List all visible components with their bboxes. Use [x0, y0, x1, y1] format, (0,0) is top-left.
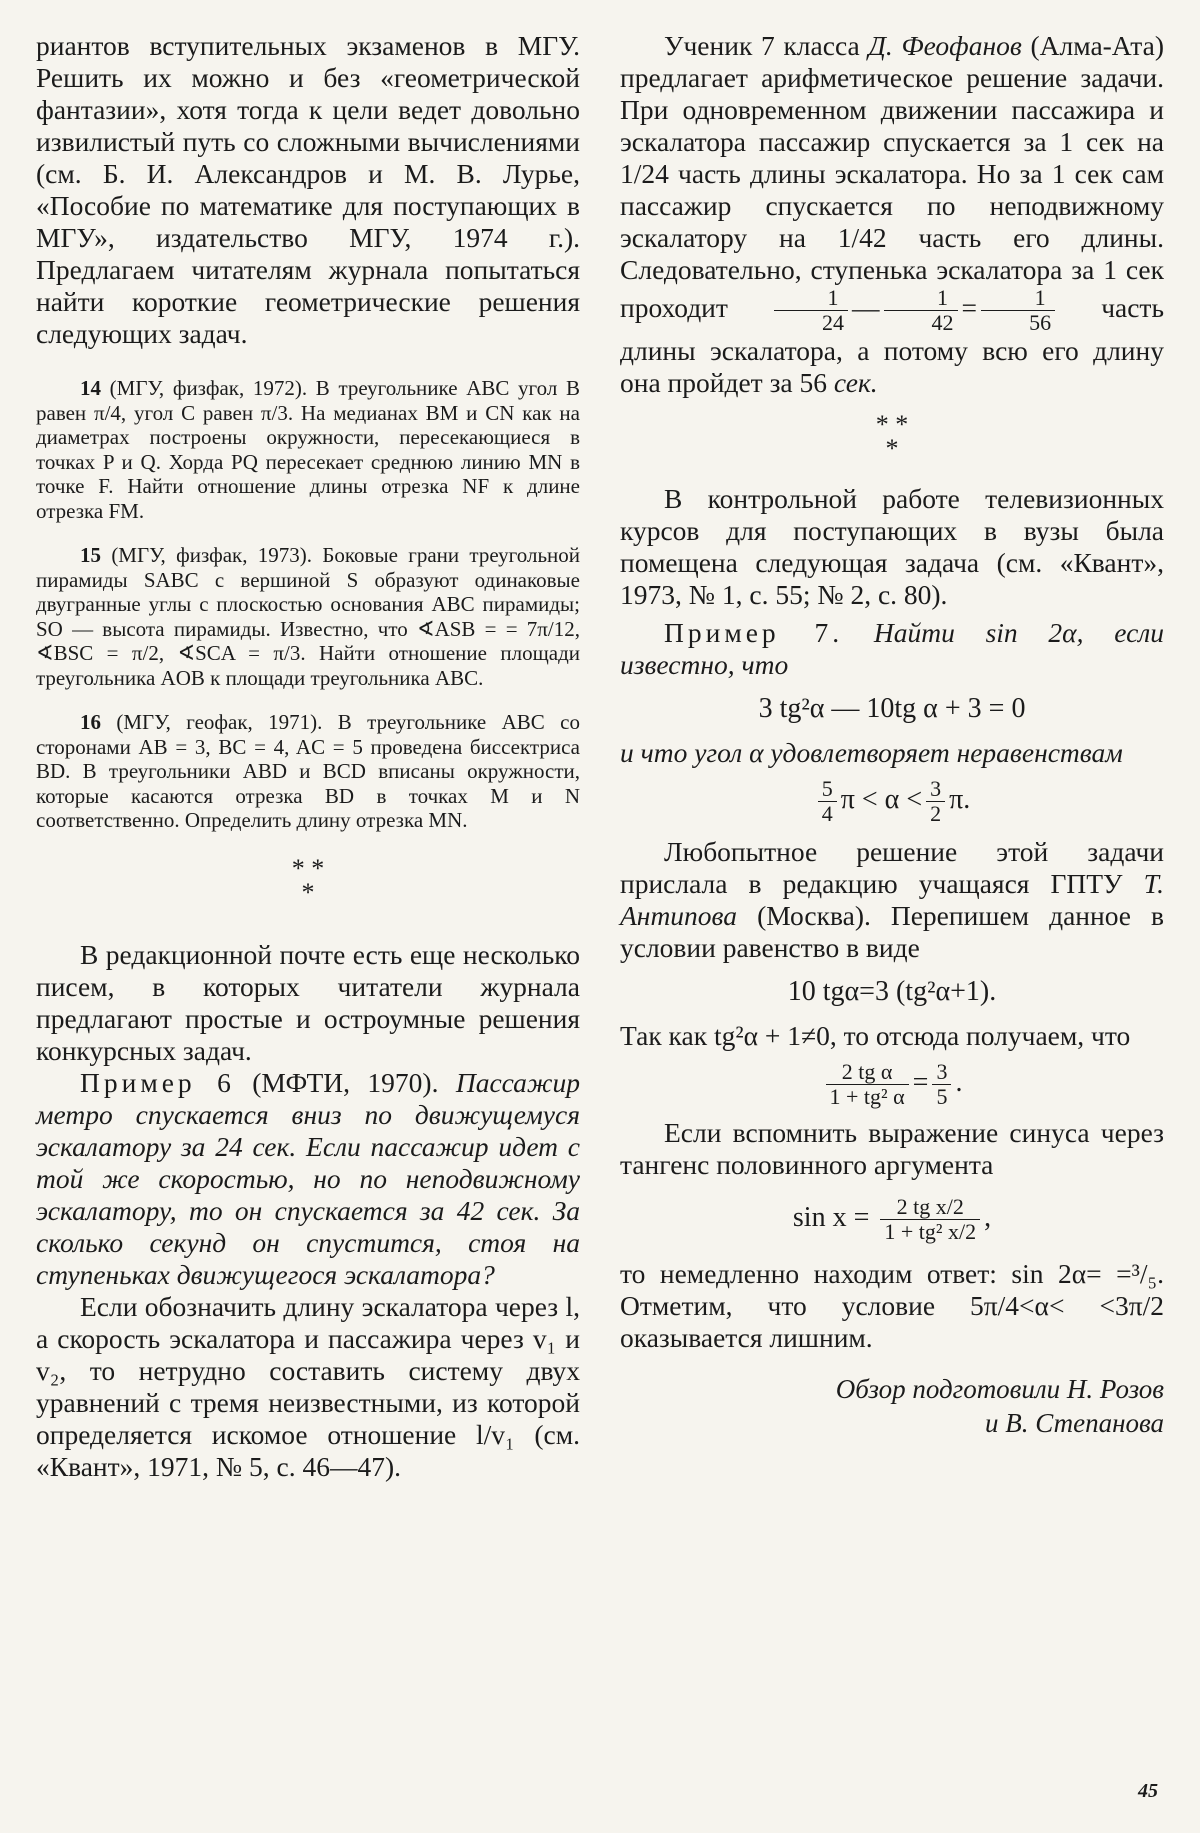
feofanov-name: Д. Феофанов — [868, 30, 1022, 61]
mail-paragraph: В редакционной почте есть еще несколько писем, в которых читатели журнала предлагают простые и остроумные решения конкурсных задач. — [36, 938, 580, 1066]
equation-rewritten: 10 tgα=3 (tg²α+1). — [787, 976, 997, 1007]
antipova-paragraph: Любопытное решение этой задачи прислала в редакцию учащаяся ГПТУ Т. Антипова (Москва). Перепишем данное в условии равенство в виде — [620, 836, 1165, 963]
section-divider-stars: * * * — [291, 853, 325, 907]
sine-half-angle-formula: sin x = $\frac{\text{2 tg x/2}}{\text{1 + tg² x/2}}$ , — [792, 1194, 992, 1244]
fraction-5-4: $\frac{5}{4}$ — [818, 777, 837, 826]
left-column — [36, 30, 580, 1483]
fraction-1-42: $\frac{1}{42}$ — [884, 286, 958, 335]
feofanov-tail: часть длины эскалатора, а потому всю его длину она пройдет за 56 — [620, 291, 1164, 398]
problem-16 — [36, 710, 580, 833]
since-paragraph: Так как tg²α + 1≠0, то отсюда получаем, что — [620, 1020, 1131, 1051]
example-7-task: Найти sin 2α, если известно, что — [620, 617, 1165, 680]
signature: Обзор подготовили Н. Розов и В. Степанова — [835, 1374, 1164, 1438]
problem-16-number: 16 — [80, 710, 101, 734]
equation-quadratic-tan: 3 tg²α — 10tg α + 3 = 0 — [758, 693, 1026, 724]
example-6-text: Пассажир метро спускается вниз по движущемуся эскалатору за 24 сек. Если пассажир идет с той же скоростью, но по неподвижному эскалатору, то он спускается за 42 сек. За сколько секунд он спустится, стоя на ступеньках движущегося эскалатора? — [36, 1066, 580, 1290]
intro-paragraph: риантов вступительных экзаменов в МГУ. Решить их можно и без «геометрической фантазии», хотя тогда к цели ведет довольно извилистый путь со сложными вычислениями (см. Б. И. Александров и М. В. Лурье, «Пособие по математике для поступающих в МГУ», издательство МГУ, 1974 г.). Предлагаем читателям журнала попытаться найти короткие геометрические решения следующих задач. — [36, 30, 580, 349]
page-number: 45 — [1138, 1780, 1158, 1802]
feofanov-paragraph: Ученик 7 класса Д. Феофанов (Алма-Ата) предлагает арифметическое решение задачи. При одновременном движении пассажира и эскалатора пассажир спускается за 1 сек на 1/24 часть длины эскалатора. Но за 1 сек сам пассажир спускается по неподвижному эскалатору на 1/42 часть его длины. Следовательно, ступенька эскалатора за 1 сек проходит $\frac{1}{24}$ — $\frac{1}{42}$ = $\frac{1}{56}$ часть длины эскалатора, а потому всю его длину она пройдет за 56 сек. — [620, 30, 1165, 398]
problem-14-text: (МГУ, физфак, 1972). В треугольнике ABC угол B равен π/4, угол C равен π/3. На медианах BM и CN как на диаметрах построены окружности, пересекающиеся в точках P и Q. Хорда PQ пересекает среднюю линию MN в точке F. Найти отношение длины отрезка NF к длине отрезка FM. — [36, 376, 581, 523]
problem-15 — [36, 543, 580, 690]
problem-15-text: (МГУ, физфак, 1973). Боковые грани треугольной пирамиды SABC с вершиной S образуют одинаковые двугранные углы с плоскостью основания ABC пирамиды; SO — высота пирамиды. Известно, что ∢ASB = = 7π/12, ∢BSC = π/2, ∢SCA = π/3. Найти отношение площади треугольника AOB к площади треугольника ABC. — [36, 543, 580, 690]
example-7-condition: и что угол α удовлетворяет неравенствам — [620, 737, 1123, 768]
inequality-middle: π < α < — [840, 783, 923, 815]
answer-paragraph: то немедленно находим ответ: sin 2α= =³/₅. Отметим, что условие 5π/4<α< <3π/2 оказывается лишним. — [620, 1258, 1164, 1353]
right-column — [620, 30, 1164, 1440]
feofanov-unit: сек. — [833, 367, 878, 398]
problem-14-number: 14 — [80, 376, 101, 400]
recall-paragraph: Если вспомнить выражение синуса через тангенс половинного аргумента — [620, 1117, 1164, 1180]
problem-15-number: 15 — [80, 543, 101, 567]
problem-14 — [36, 376, 580, 523]
antipova-name: Т. Антипова — [620, 868, 1165, 931]
section-divider-stars-2: * * * — [875, 410, 909, 463]
feofanov-body: (Алма-Ата) предлагает арифметическое решение задачи. При одновременном движении пассажира и эскалатора пассажир спускается за 1 сек на 1/24 часть длины эскалатора. Но за 1 сек сам пассажир спускается по неподвижному эскалатору на 1/42 часть его длины. Следовательно, ступенька эскалатора за 1 сек проходит — [620, 30, 1165, 323]
feofanov-lead: Ученик 7 класса — [664, 30, 860, 61]
example-7-label: Пример 7. — [664, 617, 844, 648]
problem-16-text: (МГУ, геофак, 1971). В треугольнике ABC со сторонами AB = 3, BC = 4, AC = 5 проведена биссектриса BD. В треугольники ABD и BCD вписаны окружности, которые касаются отрезка BD в точках M и N соответственно. Определить длину отрезка MN. — [36, 710, 580, 832]
example-7 — [620, 617, 1164, 681]
tv-course-paragraph: В контрольной работе телевизионных курсов для поступающих в вузы была помещена следующая задача (см. «Квант», 1973, № 1, с. 55; № 2, с. 80). — [620, 483, 1164, 610]
inequality — [620, 777, 1164, 826]
example-6-source: (МФТИ, 1970). — [252, 1066, 439, 1098]
example-6 — [36, 1067, 580, 1291]
fraction-3-2: $\frac{3}{2}$ — [926, 777, 945, 826]
fraction-1-56: $\frac{1}{56}$ — [981, 286, 1055, 335]
fraction-equation: $\frac{\text{2 tg α}}{\text{1 + tg² α}}$ = $\frac{3}{5}$ . — [620, 1060, 1164, 1109]
fraction-1-24: $\frac{1}{24}$ — [774, 286, 848, 335]
example-6-solution: Если обозначить длину эскалатора через l, а скорость эскалатора и пассажира через v₁ и v₂, то нетрудно составить систему двух уравнений с тремя неизвестными, из которой определяется искомое отношение l/v₁ (см. «Квант», 1971, № 5, с. 46—47). — [36, 1290, 580, 1482]
inequality-end: π. — [949, 783, 971, 815]
example-6-label: Пример 6 — [80, 1066, 235, 1098]
